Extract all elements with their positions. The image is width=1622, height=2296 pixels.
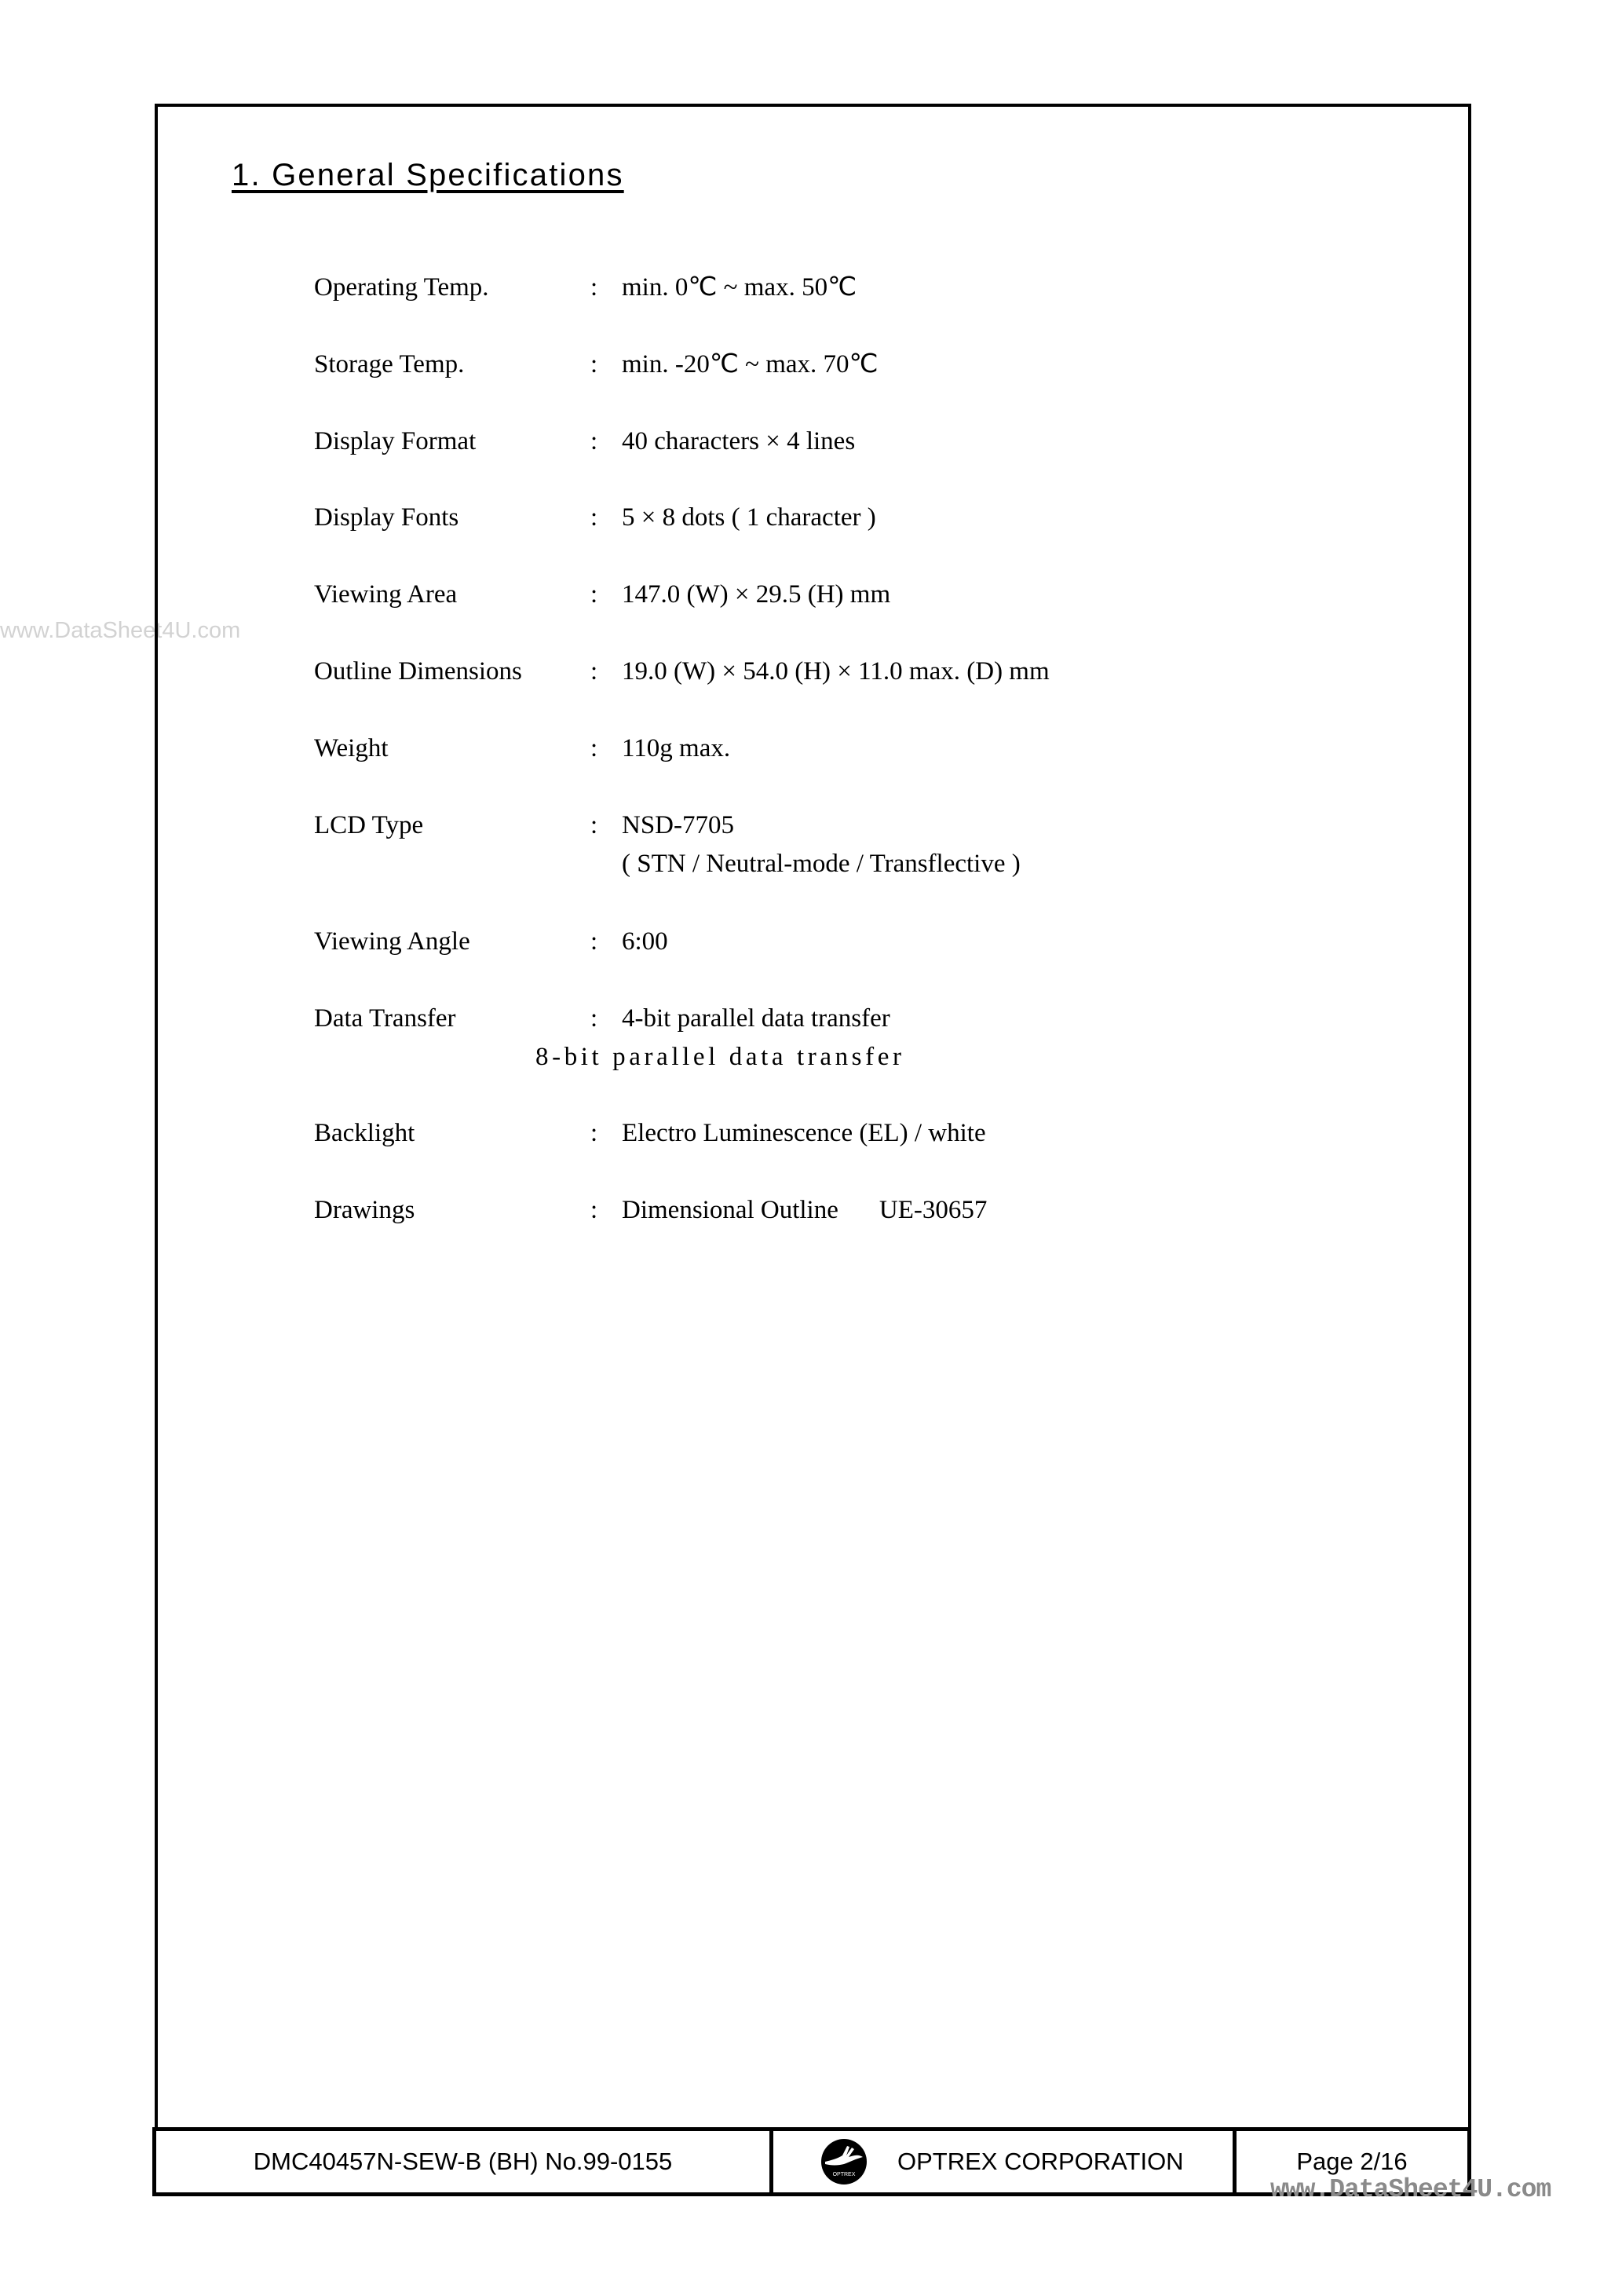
spec-row-backlight xyxy=(0,1115,1622,1151)
watermark-left: www.DataSheet4U.com xyxy=(0,618,241,643)
spec-row-drawings xyxy=(0,1192,1622,1228)
spec-row-lcd-type xyxy=(0,807,1622,878)
spec-value: 40 characters × 4 lines xyxy=(622,427,856,455)
footer-page-number: Page 2/16 xyxy=(1296,2148,1408,2175)
spec-label: Viewing Area xyxy=(314,580,458,609)
drawing-name: Dimensional Outline xyxy=(622,1196,838,1224)
spec-value: 19.0 (W) × 54.0 (H) × 11.0 max. (D) mm xyxy=(622,657,1050,686)
spec-value: 4-bit parallel data transfer xyxy=(622,1004,890,1033)
spec-colon: : xyxy=(590,273,598,302)
section-heading: 1. General Specifications xyxy=(232,158,624,192)
spec-colon: : xyxy=(590,927,598,956)
spec-colon: : xyxy=(590,734,598,762)
spec-colon: : xyxy=(590,811,598,839)
spec-label: Data Transfer xyxy=(314,1004,456,1033)
spec-colon: : xyxy=(590,1004,598,1033)
spec-label: Operating Temp. xyxy=(314,273,489,302)
spec-colon: : xyxy=(590,427,598,455)
spec-value: 5 × 8 dots ( 1 character ) xyxy=(622,503,876,532)
footer-document-number: DMC40457N-SEW-B (BH) No.99-0155 xyxy=(156,2131,773,2192)
spec-colon: : xyxy=(590,1196,598,1224)
spec-row-viewing-angle xyxy=(0,923,1622,960)
drawing-code: UE-30657 xyxy=(879,1196,988,1224)
spec-value: 6:00 xyxy=(622,927,668,956)
spec-value: NSD-7705 xyxy=(622,811,735,839)
spec-value: Electro Luminescence (EL) / white xyxy=(622,1119,986,1147)
spec-row-outline-dimensions xyxy=(0,653,1622,689)
spec-colon: : xyxy=(590,503,598,532)
spec-colon: : xyxy=(590,580,598,609)
spec-value xyxy=(622,1192,987,1228)
spec-row-storage-temp xyxy=(0,346,1622,382)
spec-colon: : xyxy=(590,1119,598,1147)
spec-colon: : xyxy=(590,350,598,378)
spec-colon: : xyxy=(590,657,598,686)
spec-value-secondary: ( STN / Neutral-mode / Transflective ) xyxy=(622,850,1021,878)
spec-label: Drawings xyxy=(314,1196,415,1224)
spec-value: 147.0 (W) × 29.5 (H) mm xyxy=(622,580,891,609)
spec-value: min. 0℃ ~ max. 50℃ xyxy=(622,273,857,302)
spec-row-display-fonts xyxy=(0,499,1622,536)
optrex-logo-icon xyxy=(820,2138,868,2185)
footer-company xyxy=(773,2131,1237,2192)
spec-label: Viewing Angle xyxy=(314,927,470,956)
spec-row-operating-temp xyxy=(0,269,1622,305)
spec-label: Display Fonts xyxy=(314,503,459,532)
watermark-right: www.DataSheet4U.com xyxy=(1270,2175,1551,2204)
spec-label: Backlight xyxy=(314,1119,415,1147)
spec-value: 110g max. xyxy=(622,734,731,762)
spec-row-display-format xyxy=(0,423,1622,459)
spec-label: Display Format xyxy=(314,427,477,455)
spec-row-viewing-area xyxy=(0,576,1622,612)
spec-label: Storage Temp. xyxy=(314,350,465,378)
spec-label: Weight xyxy=(314,734,389,762)
spec-row-weight xyxy=(0,730,1622,766)
spec-label: Outline Dimensions xyxy=(314,657,522,686)
spec-row-data-transfer xyxy=(0,1000,1622,1071)
spec-label: LCD Type xyxy=(314,811,424,839)
spec-value-secondary: 8-bit parallel data transfer xyxy=(535,1043,905,1071)
footer-company-name: OPTREX CORPORATION xyxy=(897,2148,1184,2175)
spec-value: min. -20℃ ~ max. 70℃ xyxy=(622,350,879,378)
svg-text:OPTREX: OPTREX xyxy=(832,2172,856,2177)
